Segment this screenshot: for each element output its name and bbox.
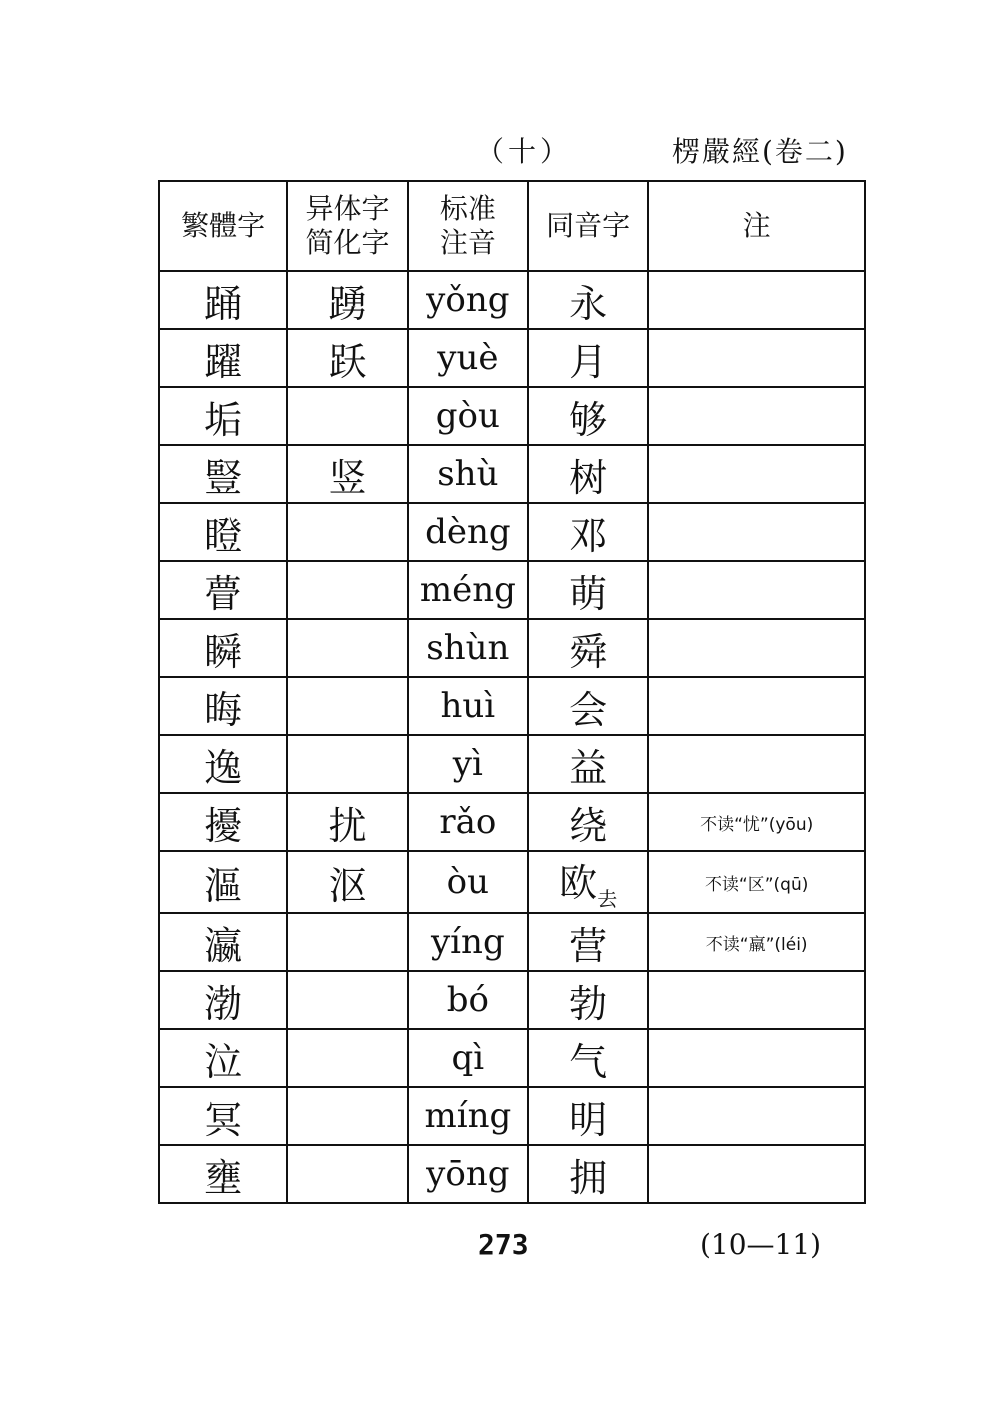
traditional-char — [159, 271, 287, 329]
homophone-char-text: 永 — [569, 281, 608, 326]
pinyin-text: dèng — [425, 512, 511, 552]
pinyin-text: shù — [437, 454, 499, 494]
traditional-char — [159, 971, 287, 1029]
homophone-char-text: 舜 — [569, 629, 608, 674]
pinyin-text: yuè — [437, 338, 499, 378]
pinyin — [408, 1029, 528, 1087]
homophone-char — [528, 677, 648, 735]
homophone-char-text: 欧 — [559, 861, 598, 905]
variant-simplified-char — [287, 851, 407, 913]
table-row — [159, 387, 865, 445]
traditional-char-text: 漚 — [204, 863, 243, 908]
table-body — [159, 271, 865, 1203]
verse-reference: (10—11) — [700, 1228, 822, 1261]
traditional-char-text: 冥 — [204, 1097, 243, 1142]
variant-simplified-char — [287, 561, 407, 619]
pinyin — [408, 971, 528, 1029]
note — [648, 851, 865, 913]
variant-simplified-char — [287, 445, 407, 503]
pinyin — [408, 793, 528, 851]
table-header-row — [159, 181, 865, 271]
pinyin — [408, 913, 528, 971]
pinyin — [408, 851, 528, 913]
variant-simplified-char — [287, 271, 407, 329]
traditional-char — [159, 851, 287, 913]
homophone-char-text: 绕 — [569, 803, 608, 848]
variant-simplified-char — [287, 971, 407, 1029]
variant-simplified-char — [287, 387, 407, 445]
table-row — [159, 561, 865, 619]
traditional-char — [159, 1145, 287, 1203]
column-header-variant-simplified: 异体字 简化字 — [287, 181, 407, 271]
table-row — [159, 503, 865, 561]
note — [648, 1087, 865, 1145]
pinyin — [408, 387, 528, 445]
variant-simplified-char-text: 跃 — [328, 339, 367, 384]
traditional-char — [159, 1087, 287, 1145]
note — [648, 445, 865, 503]
variant-simplified-char — [287, 735, 407, 793]
variant-simplified-char — [287, 1145, 407, 1203]
variant-simplified-char — [287, 329, 407, 387]
traditional-char — [159, 793, 287, 851]
homophone-char — [528, 561, 648, 619]
note — [648, 619, 865, 677]
pinyin-text: yì — [452, 744, 483, 784]
traditional-char — [159, 677, 287, 735]
homophone-char — [528, 619, 648, 677]
variant-simplified-char-text: 扰 — [328, 803, 367, 848]
pinyin-text: òu — [446, 862, 490, 902]
traditional-char-text: 渤 — [204, 981, 243, 1026]
page-number: 273 — [478, 1228, 529, 1261]
traditional-char-text: 晦 — [204, 687, 243, 732]
homophone-char-text: 益 — [569, 745, 608, 790]
homophone-char-text: 营 — [569, 923, 608, 968]
table-row — [159, 677, 865, 735]
homophone-char — [528, 851, 648, 913]
homophone-char — [528, 387, 648, 445]
pinyin-text: gòu — [435, 396, 500, 436]
pinyin-text: bó — [446, 980, 489, 1020]
table-row — [159, 913, 865, 971]
pinyin — [408, 503, 528, 561]
variant-simplified-char — [287, 619, 407, 677]
note — [648, 271, 865, 329]
traditional-char — [159, 619, 287, 677]
homophone-char — [528, 735, 648, 793]
note — [648, 971, 865, 1029]
variant-simplified-char — [287, 1029, 407, 1087]
pinyin — [408, 677, 528, 735]
note — [648, 913, 865, 971]
homophone-char — [528, 445, 648, 503]
homophone-char — [528, 1029, 648, 1087]
table-row — [159, 271, 865, 329]
note — [648, 793, 865, 851]
traditional-char-text: 壅 — [204, 1155, 243, 1200]
traditional-char — [159, 445, 287, 503]
section-label: （十） — [476, 135, 573, 168]
traditional-char — [159, 1029, 287, 1087]
pinyin — [408, 1087, 528, 1145]
note — [648, 1029, 865, 1087]
traditional-char — [159, 387, 287, 445]
traditional-char-text: 瞢 — [204, 571, 243, 616]
character-table — [158, 180, 866, 1204]
table-row — [159, 1145, 865, 1203]
traditional-char-text: 瞬 — [204, 629, 243, 674]
variant-simplified-char — [287, 913, 407, 971]
note-text: 不读“忧”(yōu) — [700, 814, 814, 835]
homophone-char — [528, 329, 648, 387]
note — [648, 1145, 865, 1203]
traditional-char-text: 瞪 — [204, 513, 243, 558]
traditional-char-text: 豎 — [204, 455, 243, 500]
note-text: 不读“羸”(léi) — [705, 934, 808, 955]
homophone-char-text: 明 — [569, 1097, 608, 1142]
homophone-char — [528, 271, 648, 329]
table-row — [159, 851, 865, 913]
variant-simplified-char — [287, 503, 407, 561]
pinyin — [408, 445, 528, 503]
note — [648, 735, 865, 793]
table-row — [159, 619, 865, 677]
note — [648, 503, 865, 561]
column-header-note: 注 — [648, 181, 865, 271]
homophone-char — [528, 1145, 648, 1203]
table-row — [159, 445, 865, 503]
pinyin-text: míng — [424, 1096, 512, 1136]
traditional-char — [159, 503, 287, 561]
pinyin — [408, 271, 528, 329]
homophone-char — [528, 971, 648, 1029]
traditional-char — [159, 561, 287, 619]
note — [648, 329, 865, 387]
homophone-char-text: 邓 — [569, 513, 608, 558]
traditional-char-text: 瀛 — [204, 923, 243, 968]
table-row — [159, 1087, 865, 1145]
note — [648, 561, 865, 619]
table-row — [159, 735, 865, 793]
pinyin — [408, 735, 528, 793]
homophone-char — [528, 503, 648, 561]
variant-simplified-char — [287, 793, 407, 851]
column-header-homophone: 同音字 — [528, 181, 648, 271]
homophone-char-text: 萌 — [569, 571, 608, 616]
note-text: 不读“区”(qū) — [704, 874, 809, 895]
variant-simplified-char-text: 踴 — [328, 281, 367, 326]
homophone-char — [528, 793, 648, 851]
homophone-char-text: 树 — [569, 455, 608, 500]
pinyin — [408, 329, 528, 387]
homophone-char-text: 气 — [569, 1039, 608, 1084]
pinyin-text: qì — [451, 1038, 485, 1078]
tone-marker: 去 — [597, 887, 618, 911]
variant-simplified-char-text: 竖 — [328, 455, 367, 500]
homophone-char — [528, 913, 648, 971]
table-row — [159, 329, 865, 387]
homophone-char-text: 月 — [569, 339, 608, 384]
table-row — [159, 1029, 865, 1087]
variant-simplified-char-text: 沤 — [328, 863, 367, 908]
pinyin — [408, 1145, 528, 1203]
traditional-char — [159, 735, 287, 793]
pinyin-text: yíng — [430, 922, 505, 962]
traditional-char-text: 擾 — [204, 803, 243, 848]
table-row — [159, 971, 865, 1029]
homophone-char-text: 勃 — [569, 981, 608, 1026]
traditional-char-text: 躍 — [204, 339, 243, 384]
homophone-char-text: 会 — [569, 687, 608, 732]
traditional-char — [159, 329, 287, 387]
traditional-char-text: 踊 — [204, 281, 243, 326]
traditional-char-text: 逸 — [204, 745, 243, 790]
homophone-char — [528, 1087, 648, 1145]
note — [648, 387, 865, 445]
pinyin-text: rǎo — [439, 802, 497, 842]
traditional-char — [159, 913, 287, 971]
pinyin-text: shùn — [426, 628, 510, 668]
note — [648, 677, 865, 735]
homophone-char-text: 拥 — [569, 1155, 608, 1200]
traditional-char-text: 泣 — [204, 1039, 243, 1084]
traditional-char-text: 垢 — [204, 397, 243, 442]
pinyin-text: yǒng — [426, 280, 510, 320]
column-header-traditional: 繁體字 — [159, 181, 287, 271]
pinyin — [408, 561, 528, 619]
pinyin-text: huì — [440, 686, 496, 726]
variant-simplified-char — [287, 1087, 407, 1145]
book-title: 楞嚴經(卷二) — [672, 135, 848, 168]
column-header-pinyin: 标准 注音 — [408, 181, 528, 271]
pinyin — [408, 619, 528, 677]
table-row — [159, 793, 865, 851]
homophone-char-text: 够 — [569, 397, 608, 442]
pinyin-text: méng — [419, 570, 516, 610]
pinyin-text: yōng — [426, 1154, 510, 1194]
variant-simplified-char — [287, 677, 407, 735]
